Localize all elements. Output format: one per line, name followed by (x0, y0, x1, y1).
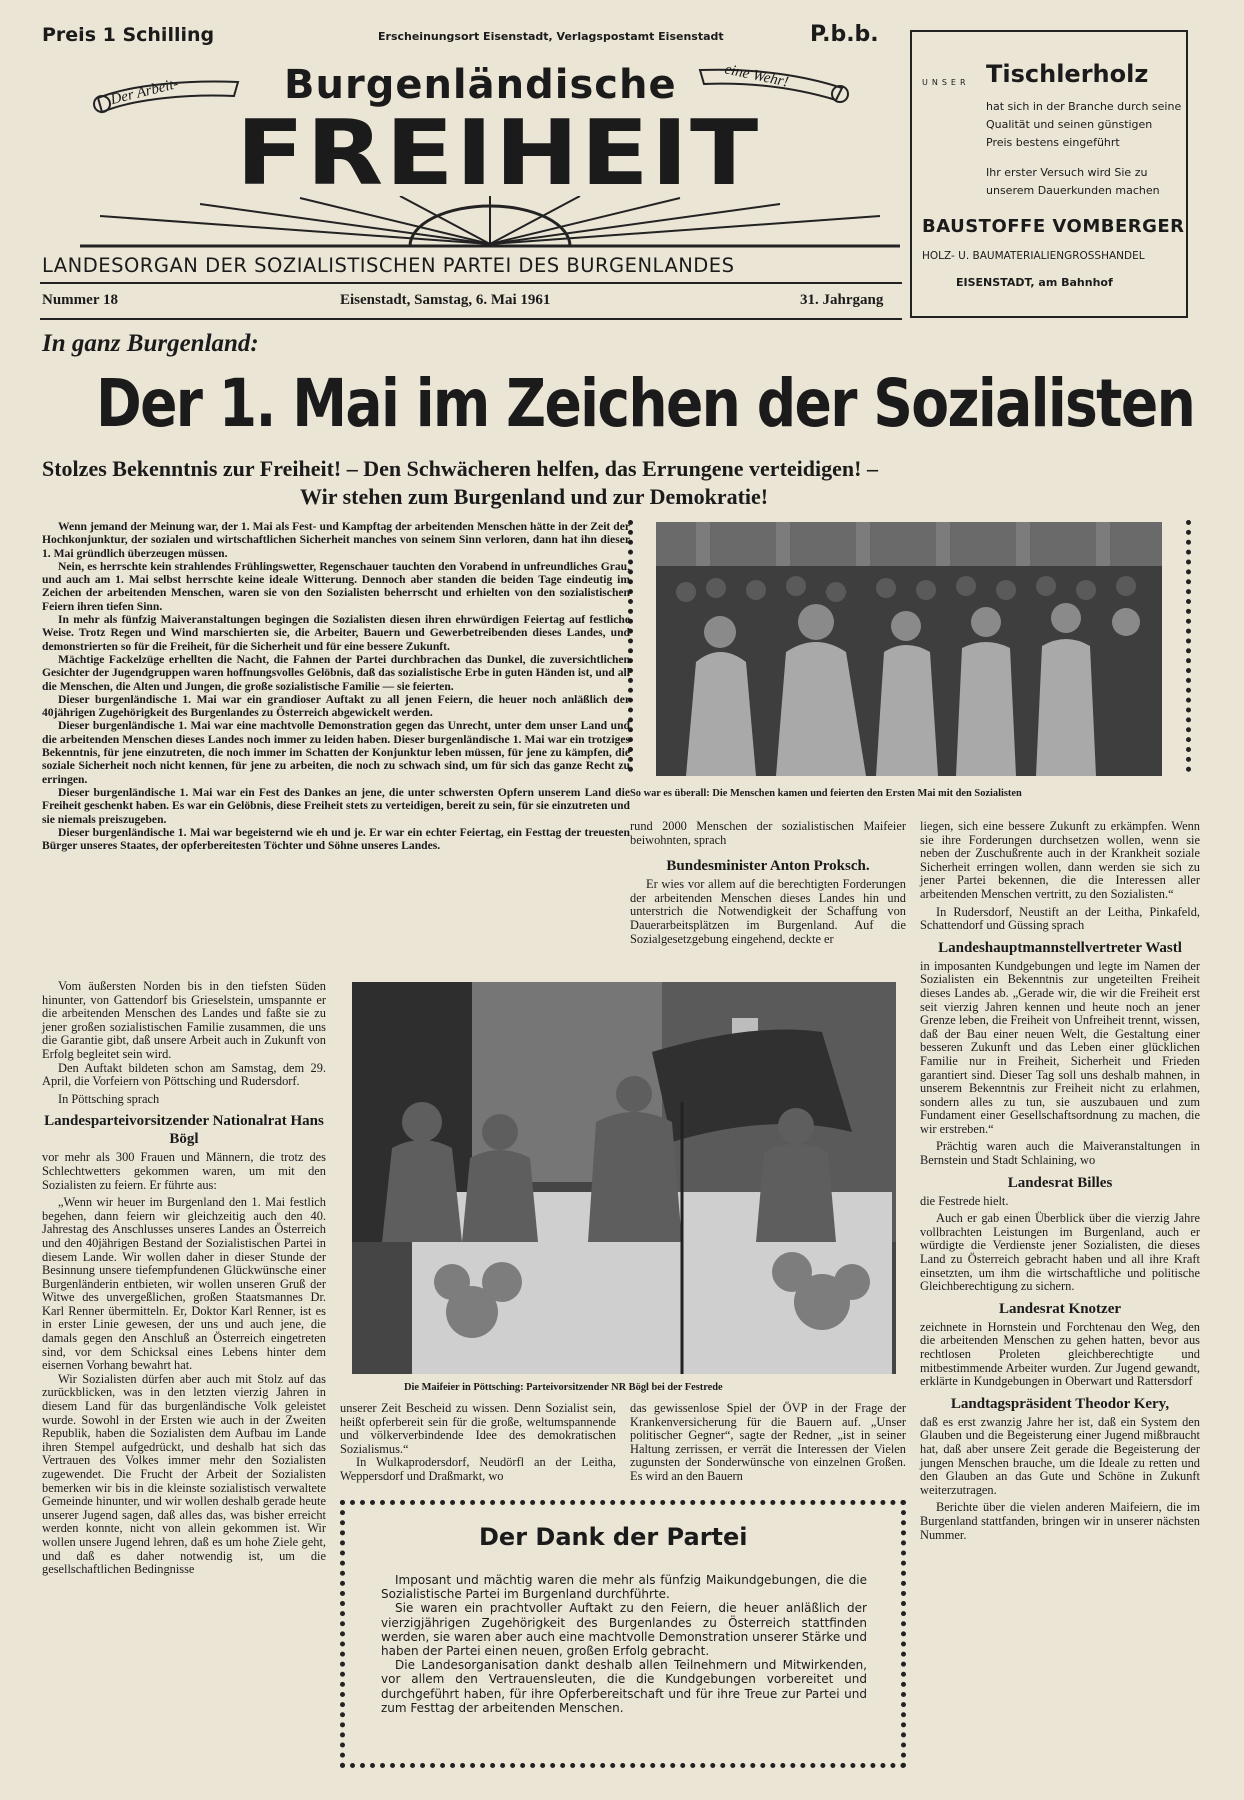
banner-right (696, 62, 852, 102)
divider (40, 318, 902, 320)
title-main: FREIHEIT (236, 100, 761, 206)
lead-paragraph: Dieser burgenländische 1. Mai war ein grandioser Auftakt zu all jenen Feiern, die heuer noch anläßlich der 40jährigen Zugehörigkeit des Burgenlandes zu Österreich abgewickelt werden. (42, 692, 630, 720)
photo-audience (656, 522, 1162, 776)
paragraph: Er wies vor allem auf die berechtigten Forderungen der arbeitenden Menschen dieses Landes hin und unterstrich die Notwendigkeit der Schaffung von Dauerarbeitsplätzen im Burgenland. Auf die Sozialgesetzgebung eingehend, deckte er (630, 877, 906, 946)
issue-number: Nummer 18 (42, 292, 118, 308)
column-middle-lower-2 (630, 1402, 906, 1484)
lead-paragraph: Dieser burgenländische 1. Mai war begeisternd wie eh und je. Er war ein echter Feiertag, ein Festtag der treuesten Bürger unseres Staates, der opferbereitesten Töchter und Söhne unseres Landes. (42, 825, 630, 853)
lead-paragraph: Dieser burgenländische 1. Mai war eine machtvolle Demonstration gegen das Unrecht, unter dem unser Land und die arbeitenden Menschen dieses Landes noch immer zu leiden haben. Dieser burgenländische 1. Mai war ein trotziges Bekenntnis, für jene einzutreten, die noch immer im Schatten der Konjunktur leben müssen, für jene zu kämpfen, die soziale Sicherheit noch nicht kennen, für jene zu arbeiten, die noch zu schwach sind, um für sich das ganze Recht zu erringen. (42, 719, 630, 786)
masthead-subtitle: LANDESORGAN DER SOZIALISTISCHEN PARTEI DES BURGENLANDES (42, 254, 735, 277)
paragraph: Berichte über die vielen anderen Maifeiern, die im Burgenland stattfanden, bringen wir in unserer nächsten Nummer. (920, 1500, 1200, 1542)
subheading-billes: Landesrat Billes (1007, 1174, 1113, 1191)
lead-paragraph: Dieser burgenländische 1. Mai war ein Fest des Dankes an jene, die unter schwersten Opfern unserem Land die Freiheit geschenkt haben. Es war ein Gelöbnis, diese Freiheit stets zu verteidigen, bereit zu sein, für sie einzutreten und sie niemals preiszugeben. (42, 785, 630, 826)
column-middle-top (630, 820, 906, 946)
postal-mark: P.b.b. (810, 22, 879, 47)
banner-right-text: eine Wehr! (723, 61, 790, 91)
paragraph: vor mehr als 300 Frauen und Männern, die trotz des Schlechtwetters gekommen waren, um mit den Sozialisten zu feiern. Er führte aus: (42, 1150, 326, 1192)
lead-paragraph: Wenn jemand der Meinung war, der 1. Mai als Fest- und Kampftag der arbeitenden Menschen hätte in der Zeit der Hochkonjunktur, der sozialen und wirtschaftlichen Sicherheit manches von seinem Sinn verloren, dann hat ihn dieser 1. Mai gründlich überzeugen müssen. (42, 520, 630, 560)
paragraph: In Rudersdorf, Neustift an der Leitha, Pinkafeld, Schattendorf und Güssing sprach (920, 904, 1200, 933)
paragraph: daß es erst zwanzig Jahre her ist, daß ein System den Glauben und die Begeisterung einer Jugend mißbraucht hat, daß aber unsere Zeit gerade die Begeisterung der jungen Menschen brauche, um die Ideale zu retten und den Glauben an das Gute und Schöne in Zukunft weiterzutragen. (920, 1414, 1200, 1497)
title-top: Burgenländische (284, 62, 677, 108)
paragraph: In Pöttsching sprach (58, 1091, 160, 1106)
paragraph: Sie waren ein prachtvoller Auftakt zu den Feiern, die heuer anläßlich der vierzigjährigen Zugehörigkeit des Burgenlandes zu Österreich stattfinden werden, sie waren aber auch eine machtvolle Demonstration unserer Stärke und haben der Partei einen neuen, großen Erfolg gebracht. (381, 1601, 867, 1659)
ad-eyebrow: UNSER (922, 78, 970, 87)
paragraph: Imposant und mächtig waren die mehr als fünfzig Maikundgebungen, die die Sozialistische Partei im Burgenland durchführte. (381, 1573, 867, 1602)
ad-company-sub: HOLZ- U. BAUMATERIALIENGROSSHANDEL (922, 250, 1145, 262)
ad-title: Tischlerholz (986, 60, 1149, 88)
stage-photo-icon (352, 982, 896, 1374)
thanks-text (381, 1573, 867, 1715)
thanks-box (340, 1500, 906, 1768)
paragraph: unserer Zeit Bescheid zu wissen. Denn Sozialist sein, heißt opferbereit sein für die große, weltumspannende und völkerverbindende Idee des demokratischen Sozialismus.“ (340, 1401, 616, 1456)
crowd-photo-icon (656, 522, 1162, 776)
banner-left (92, 76, 242, 112)
lead-paragraph: Nein, es herrschte kein strahlendes Frühlingswetter, Regenschauer tauchten den Vorabend in unfreundliches Grau, und auch am 1. Mai selbst herrschte keine ideale Witterung. Dennoch aber standen die beiden Tage eindeutig im Zeichen der arbeitenden Menschen, waren sie von den Sozialisten beherrscht und erhielten von den sozialistischen Feiern ihren tiefen Sinn. (42, 559, 630, 613)
subheading-knotzer: Landesrat Knotzer (998, 1300, 1122, 1317)
subheading-kery: Landtagspräsident Theodor Kery, (950, 1395, 1170, 1412)
photo-festrede (352, 982, 896, 1374)
ad-company-location: EISENSTADT, am Bahnhof (956, 276, 1113, 289)
paragraph: Prächtig waren auch die Maiveranstaltungen in Bernstein und Stadt Schlaining, wo (920, 1139, 1200, 1168)
paragraph: in imposanten Kundgebungen und legte im Namen der Sozialisten ein Bekenntnis zur ungeteilten Freiheit dieses Landes ab. „Gerade wir, die wir die Freiheit erst seit vierzig Jahren kennen und heute noch an jener Grenze leben, die Freiheit von Unfreiheit trennt, wissen, daß der Bau einer neuen Welt, die Gestaltung einer besseren Zukunft und das Leben einer glücklichen Familie nur in Freiheit, Sicherheit und Frieden garantiert sind. Dieser Tag soll uns deshalb mahnen, in unserem Bekenntnis zur Freiheit nicht zu erlahmen, sondern alles zu tun, sie auszubauen und zum Fundament einer Gesellschaftsordnung zu machen, die wir erstreben.“ (920, 958, 1200, 1136)
lead-paragraph: In mehr als fünfzig Maiveranstaltungen begingen die Sozialisten diesen ihren ehrwürdigen Feiertag auf festliche Weise. Trotz Regen und Wind marschierten sie, die Arbeiter, Bauern und Gewerbetreibenden dieses Landes, und demonstrierten so für die Freiheit, für die Sicherheit und für eine bessere Zukunft. (42, 613, 630, 653)
photo-caption-2: Die Maifeier in Pöttsching: Parteivorsitzender NR Bögl bei der Festrede (404, 1382, 723, 1393)
paragraph: rund 2000 Menschen der sozialistischen Maifeier beiwohnten, sprach (630, 819, 906, 847)
paragraph: Den Auftakt bildeten schon am Samstag, dem 29. April, die Vorfeiern von Pöttsching und Rudersdorf. (42, 1060, 326, 1089)
lead-article (42, 520, 630, 852)
dotted-rule (628, 520, 633, 772)
column-middle-lower-1 (340, 1402, 616, 1484)
volume: 31. Jahrgang (800, 292, 884, 308)
paragraph: In Wulkaprodersdorf, Neudörfl an der Leitha, Weppersdorf und Draßmarkt, wo (340, 1455, 616, 1483)
banner-left-text: Der Arbeit- (108, 75, 181, 109)
paragraph: „Wenn wir heuer im Burgenland den 1. Mai festlich begehen, dann feiern wir gleichzeitig auch den 40. Jahrestag des Anschlusses unseres Landes an Österreich und den 40jährigen Bestand der Sozialistischen Partei in diesem Lande. Wir wollen daher in dieser Stunde der Besinnung unsere tiefempfundenen Glückwünsche einer Burgenländerin entbieten, wir wollen unseren Gruß der Witwe des unvergeßlichen, großen Staatsmannes Dr. Karl Renner übermitteln. Er, Doktor Karl Renner, ist es in erster Linie gewesen, der uns und auch jene, die damals gegen den Anschluß an Österreich eingetreten sind, vor dem Schicksal eines Lebens hinter dem eisernen Vorhang bewahrt hat. (42, 1195, 326, 1373)
column-right (920, 820, 1200, 1542)
paragraph: zeichnete in Hornstein und Forchtenau den Weg, den die arbeitenden Menschen zu gehen hatten, bevor aus rechtlosen Proleten gleichberechtigte und mitbestimmende Arbeiter wurden. Zur Jugend gewandt, erklärte in Kundgebungen in Oberwart und Rattersdorf (920, 1319, 1200, 1389)
thanks-title: Der Dank der Partei (479, 1523, 748, 1551)
headline-kicker: In ganz Burgenland: (42, 330, 259, 357)
headline-main: Der 1. Mai im Zeichen der Sozialisten (96, 365, 1195, 442)
photo-caption-1: So war es überall: Die Menschen kamen und feierten den Ersten Mai mit den Sozialisten (630, 788, 1022, 799)
date-line: Eisenstadt, Samstag, 6. Mai 1961 (340, 292, 551, 308)
advertisement-box (910, 30, 1188, 318)
subheading-wastl: Landeshauptmannstellvertreter Wastl (938, 939, 1182, 956)
headline-deck-2: Wir stehen zum Burgenland und zur Demokratie! (300, 484, 769, 509)
paragraph: Wir Sozialisten dürfen aber auch mit Stolz auf das zurückblicken, was in den letzten vierzig Jahren in diesem Land für das burgenländische Volk geleistet wurde. Sowohl in der Ersten wie auch in der Zweiten Republik, haben die Sozialisten dem Aufbau im Lande ihren Stempel aufgedrückt, und deshalb hat sich das Vertrauen des Volkes immer mehr den Sozialisten zugewendet. Die Frucht der Arbeit der Sozialisten bemerken wir bis in die kleinste sozialistisch verwaltete Gemeinde hinunter, und wir wollen deshalb gerade heute unserer Jugend sagen, daß alles das, was bisher erreicht werden konnte, nicht von allein gekommen ist. Wir wollen unsere Jugend lehren, daß es um hohe Ziele geht, und daß es daher notwendig ist, um die gesellschaftlichen Bedingnisse (42, 1371, 326, 1577)
publication-place: Erscheinungsort Eisenstadt, Verlagspostamt Eisenstadt (378, 30, 724, 43)
price-label: Preis 1 Schilling (42, 24, 215, 46)
column-left (42, 980, 326, 1577)
paragraph: Vom äußersten Norden bis in den tiefsten Süden hinunter, von Gattendorf bis Grieselstein, umspannte er die arbeitenden Menschen des Landes und faßte sie zu jener großen sozialistischen Familie zusammen, die uns die Garantie gibt, daß unsere Arbeit auch in Zukunft von Erfolg begleitet sein wird. (42, 979, 326, 1061)
paragraph: die Festrede hielt. (920, 1193, 1009, 1208)
subheading-proksch: Bundesminister Anton Proksch. (666, 858, 870, 875)
lead-paragraph: Mächtige Fackelzüge erhellten die Nacht, die Fahnen der Partei durchbrachen das Dunkel, die zuversichtlichen Gesichter der Jugendgruppen waren hoffnungsvolles Gelöbnis, daß das sozialistische Erbe in guten Händen ist, und all die Menschen, die Alten und Jungen, die große sozialistische Familie — sie feierten. (42, 652, 630, 693)
paragraph: Die Landesorganisation dankt deshalb allen Teilnehmern und Mitwirkenden, vor allem den Vertrauensleuten, die die Kundgebungen vorbereitet und durchgeführt haben, für ihre Opferbereitschaft und für ihre Treue zur Partei und zum Festtag der arbeitenden Menschen. (381, 1658, 867, 1715)
ad-text-2: Ihr erster Versuch wird Sie zu unserem Dauerkunden machen (986, 166, 1160, 197)
headline-deck-1: Stolzes Bekenntnis zur Freiheit! – Den Schwächeren helfen, das Errungene verteidigen! – (42, 456, 878, 481)
paragraph: Auch er gab einen Überblick über die vierzig Jahre vollbrachten Leistungen im Burgenland, auch er würdigte die Verdienste jener Sozialisten, die dieses Land zu Österreich gebracht haben und all ihre Kraft einsetzten, um ihm die wirtschaftliche und politische Gleichberechtigung zu sichern. (920, 1211, 1200, 1294)
paragraph: liegen, sich eine bessere Zukunft zu erkämpfen. Wenn sie ihre Forderungen durchsetzen wollen, wenn sie neben der Zuschußrente auch in der Krankheit soziale Sicherheit erringen wollen, dann werden sie sich zu jener Partei bekennen, die die Interessen aller arbeitenden Menschen vertritt, zu den Sozialisten.“ (920, 819, 1200, 901)
divider (40, 282, 902, 284)
subheading-boegl: Landesparteivorsitzender Nationalrat Hans Bögl (44, 1113, 324, 1148)
paragraph: das gewissenlose Spiel der ÖVP in der Frage der Krankenversicherung für die Bauern auf. „Unser politischer Gegner“, sagte der Redner, „ist in seiner Haltung zerrissen, er verrät die Interessen der Vielen zugunsten der Sonderwünsche von einzelnen Großen. Es wird an den Bauern (630, 1401, 906, 1483)
ad-company: BAUSTOFFE VOMBERGER (922, 216, 1185, 237)
ad-text-1: hat sich in der Branche durch seine Qualität und seinen günstigen Preis bestens eingeführt (986, 100, 1182, 149)
dotted-rule (1186, 520, 1191, 772)
sunrise-rays-icon (80, 196, 900, 248)
